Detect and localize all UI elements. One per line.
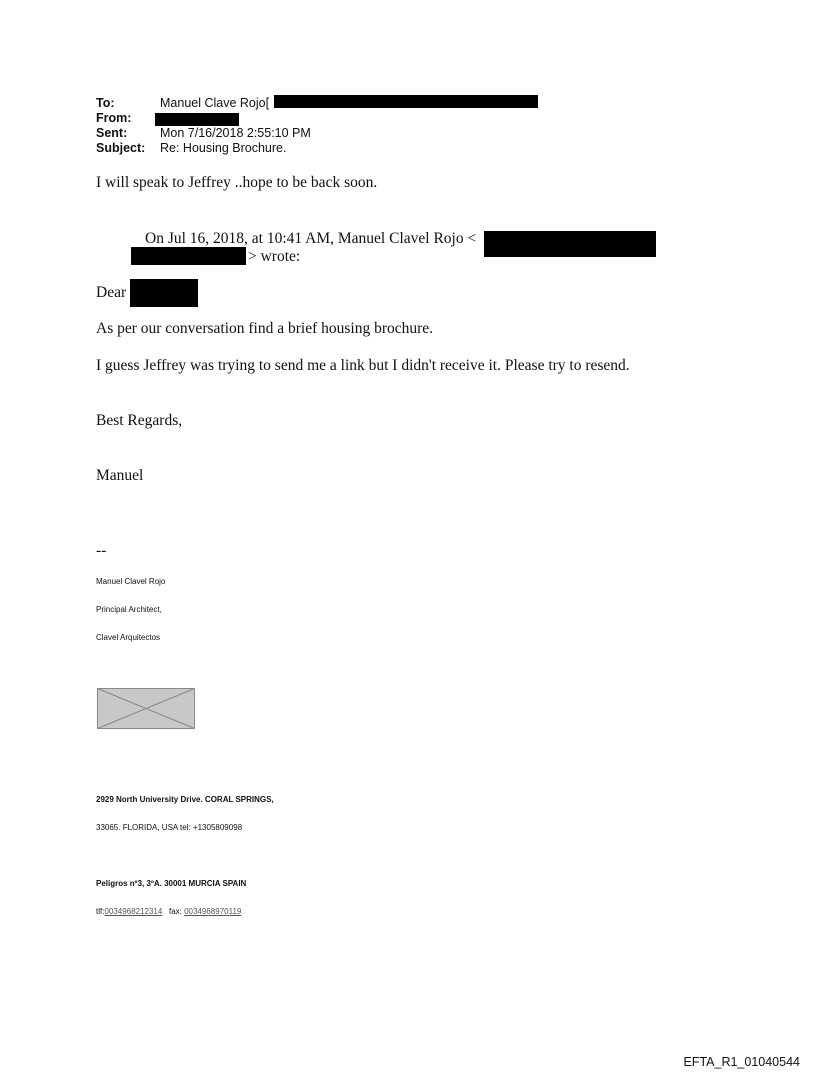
signature-name: Manuel Clavel Rojo (96, 577, 166, 586)
sent-value: Mon 7/16/2018 2:55:10 PM (160, 126, 311, 140)
subject-value: Re: Housing Brochure. (160, 141, 287, 155)
subject-label: Subject: (96, 141, 146, 155)
redaction-from (155, 113, 239, 126)
message-paragraph-2: I guess Jeffrey was trying to send me a link but I didn't receive it. Please try to resend. (96, 357, 630, 374)
redaction-to-email (274, 95, 538, 108)
closing: Best Regards, (96, 412, 183, 429)
quote-line-1: On Jul 16, 2018, at 10:41 AM, Manuel Clavel Rojo < (145, 230, 477, 247)
signature-separator: -- (96, 542, 107, 559)
tlf-link[interactable]: 0034968212314 (104, 907, 163, 916)
sender-name: Manuel (96, 467, 144, 484)
broken-image-icon (97, 688, 195, 729)
from-label: From: (96, 111, 132, 125)
redaction-quote-email-1 (484, 231, 656, 257)
to-value: Manuel Clave Rojo[ (160, 96, 270, 110)
document-id: EFTA_R1_01040544 (683, 1055, 800, 1069)
fax-link[interactable]: 0034968970119 (184, 907, 242, 916)
quote-line-2: > wrote: (248, 248, 301, 265)
message-paragraph-1: As per our conversation find a brief housing brochure. (96, 320, 434, 337)
reply-text: I will speak to Jeffrey ..hope to be back soon. (96, 174, 378, 191)
spain-address: Peligros nº3, 3ºA. 30001 MURCIA SPAIN (96, 879, 247, 888)
to-label: To: (96, 96, 115, 110)
us-address-line-1: 2929 North University Drive. CORAL SPRINGS, (96, 795, 274, 804)
fax-label: fax: (168, 907, 182, 916)
redaction-quote-email-2 (131, 247, 246, 265)
signature-title: Principal Architect, (96, 605, 162, 614)
tlf-label: tlf: (96, 907, 105, 916)
greeting: Dear (96, 284, 127, 301)
sent-label: Sent: (96, 126, 128, 140)
us-address-line-2: 33065. FLORIDA, USA tel: +1305809098 (96, 823, 243, 832)
contact-line (96, 907, 241, 916)
signature-company: Clavel Arquitectos (96, 633, 161, 642)
redaction-recipient-name (130, 279, 198, 307)
